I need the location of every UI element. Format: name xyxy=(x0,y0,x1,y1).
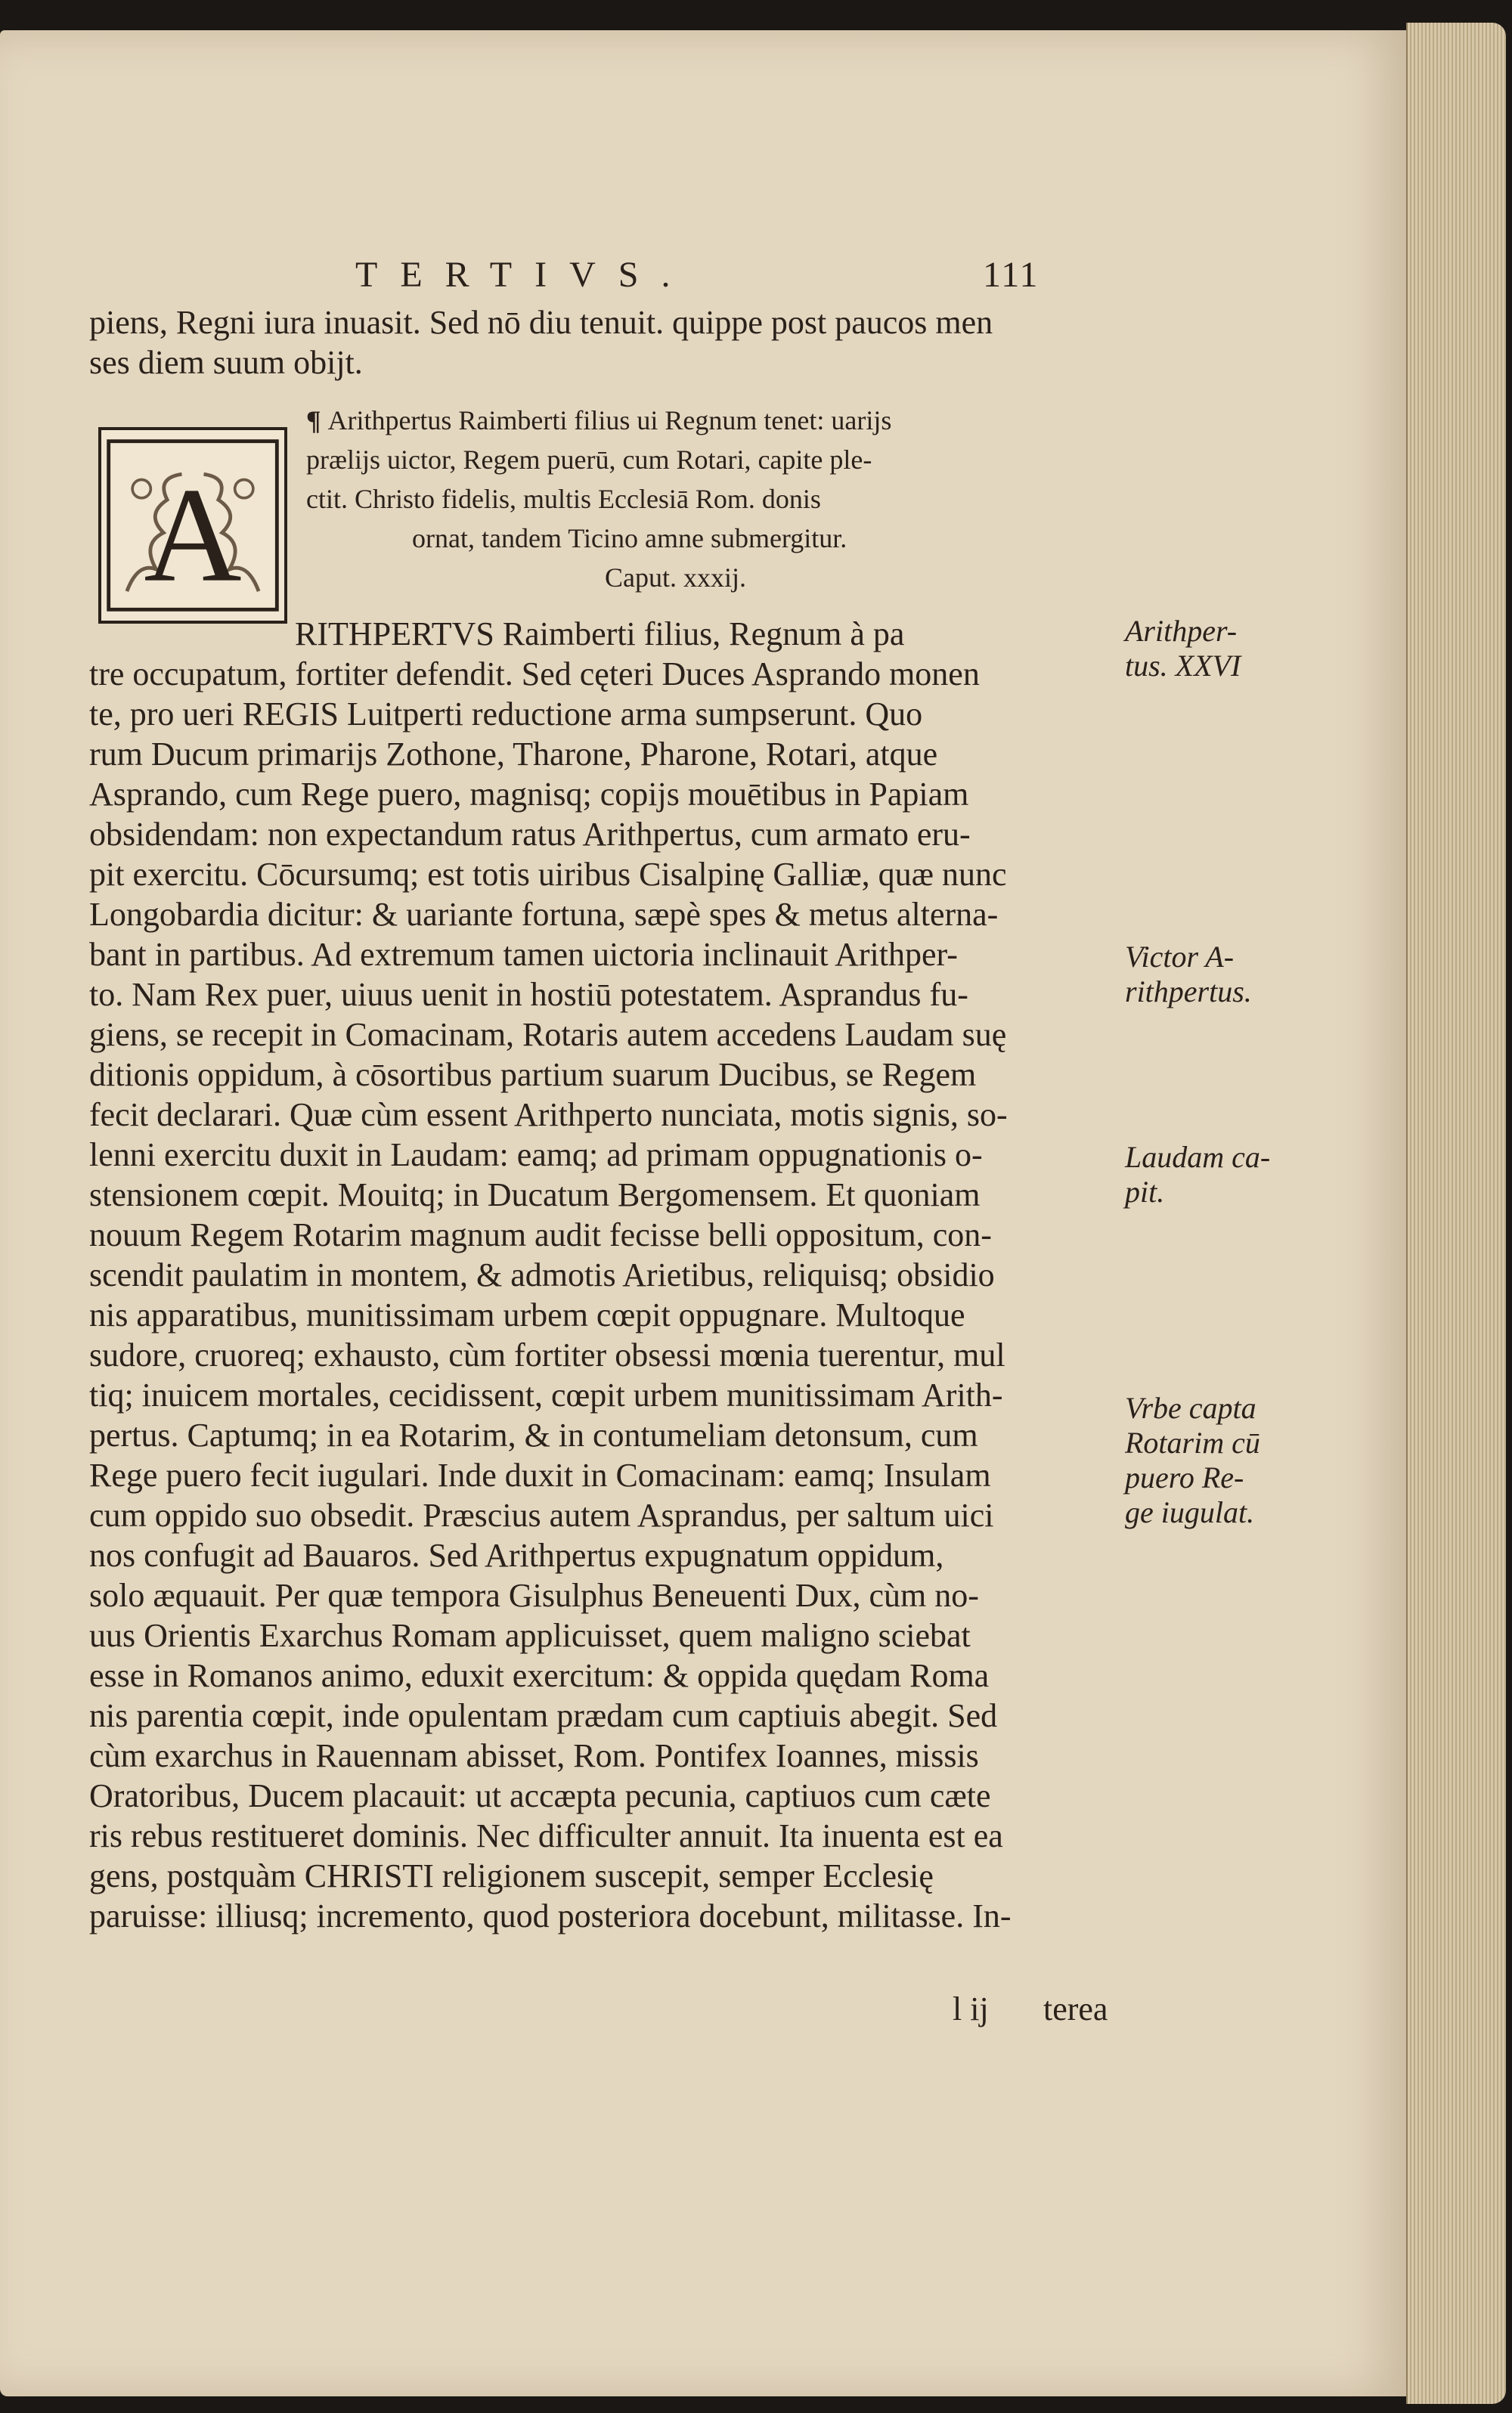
summary-line: ctit. Christo fidelis, multis Ecclesiā Rom. donis xyxy=(306,484,821,514)
chapter-summary xyxy=(306,401,1047,597)
text-line: RITHPERTVS Raimberti filius, Regnum à pa xyxy=(295,615,905,652)
main-text xyxy=(89,302,1132,383)
text-line: pit exercitu. Cōcursumq; est totis uiribus Cisalpinę Galliæ, quæ nunc xyxy=(89,856,1007,893)
marginal-note xyxy=(1125,940,1367,1009)
marginal-line: ge iugulat. xyxy=(1125,1495,1255,1529)
signature-mark: l ij xyxy=(953,1990,989,2027)
text-line: Asprando, cum Rege puero, magnisq; copijs mouētibus in Papiam xyxy=(89,776,969,813)
text-line: esse in Romanos animo, eduxit exercitum: & oppida quędam Roma xyxy=(89,1657,990,1694)
summary-line: prælijs uictor, Regem puerū, cum Rotari, capite ple- xyxy=(306,444,872,475)
text-line: solo æquauit. Per quæ tempora Gisulphus Beneuenti Dux, cùm no- xyxy=(89,1577,979,1614)
text-line: tre occupatum, fortiter defendit. Sed cęteri Duces Asprando monen xyxy=(89,655,980,692)
text-line: lenni exercitu duxit in Laudam: eamq; ad primam oppugnationis o- xyxy=(89,1136,983,1173)
text-line: nis apparatibus, munitissimam urbem cœpit oppugnare. Multoque xyxy=(89,1296,965,1334)
marginal-line: puero Re- xyxy=(1125,1460,1244,1495)
text-line: nis parentia cœpit, inde opulentam prædam cum captiuis abegit. Sed xyxy=(89,1697,998,1734)
marginal-line: tus. XXVI xyxy=(1125,649,1241,683)
marginal-line: Rotarim cū xyxy=(1125,1426,1260,1460)
chapter-number: Caput. xxxij. xyxy=(605,562,746,593)
pilcrow-icon: ¶ xyxy=(306,405,328,435)
text-line: cùm exarchus in Rauennam abisset, Rom. Pontifex Ioannes, missis xyxy=(89,1737,979,1774)
text-line: stensionem cœpit. Mouitq; in Ducatum Bergomensem. Et quoniam xyxy=(89,1176,981,1213)
text-line: cum oppido suo obsedit. Præscius autem Asprandus, per saltum uici xyxy=(89,1497,994,1534)
running-title: TERTIVS. xyxy=(355,255,693,295)
text-line: ses diem suum obijt. xyxy=(89,344,363,381)
text-line: gens, postquàm CHRISTI religionem suscepit, semper Ecclesię xyxy=(89,1857,934,1894)
running-header xyxy=(355,254,1111,299)
text-line: pertus. Captumq; in ea Rotarim, & in contumeliam detonsum, cum xyxy=(89,1417,978,1454)
text-line: uus Orientis Exarchus Romam applicuisset, quem maligno sciebat xyxy=(89,1617,971,1654)
text-line: ditionis oppidum, à cōsortibus partium suarum Ducibus, se Regem xyxy=(89,1056,977,1093)
text-line: Rege puero fecit iugulari. Inde duxit in Comacinam: eamq; Insulam xyxy=(89,1457,991,1494)
marginal-line: Laudam ca- xyxy=(1125,1140,1271,1174)
folio-number: 111 xyxy=(983,255,1040,295)
decorated-initial xyxy=(98,427,287,624)
text-line: sudore, cruoreq; exhausto, cùm fortiter obsessi mœnia tuerentur, mul xyxy=(89,1337,1005,1374)
chapter-text xyxy=(89,614,1132,1936)
text-line: tiq; inuicem mortales, cecidissent, cœpit urbem munitissimam Arith- xyxy=(89,1377,1003,1414)
text-line: scendit paulatim in montem, & admotis Arietibus, reliquisq; obsidio xyxy=(89,1256,995,1293)
text-line: to. Nam Rex puer, uiuus uenit in hostiū potestatem. Asprandus fu- xyxy=(89,976,968,1013)
summary-line: ¶ Arithpertus Raimberti filius ui Regnum tenet: uarijs xyxy=(306,405,892,435)
marginal-line: Arithper- xyxy=(1125,614,1238,648)
marginal-note xyxy=(1125,1140,1367,1210)
text-line: paruisse: illiusq; incremento, quod posteriora docebunt, militasse. In- xyxy=(89,1897,1012,1934)
text-line: giens, se recepit in Comacinam, Rotaris autem accedens Laudam suę xyxy=(89,1016,1007,1053)
marginal-line: pit. xyxy=(1125,1175,1165,1209)
marginal-line: Vrbe capta xyxy=(1125,1391,1256,1425)
page-edges xyxy=(1406,23,1506,2404)
text-line: obsidendam: non expectandum ratus Arithpertus, cum armato eru- xyxy=(89,816,971,853)
text-line: te, pro ueri REGIS Luitperti reductione arma sumpserunt. Quo xyxy=(89,695,923,733)
text-line: Oratoribus, Ducem placauit: ut accæpta pecunia, captiuos cum cæte xyxy=(89,1777,991,1814)
marginal-line: Victor A- xyxy=(1125,940,1235,974)
marginal-note xyxy=(1125,1391,1367,1530)
ornament-icon xyxy=(101,430,284,621)
svg-text:A: A xyxy=(144,459,242,610)
text-line: ris rebus restitueret dominis. Nec difficulter annuit. Ita inuenta est ea xyxy=(89,1817,1003,1854)
catchword: terea xyxy=(1043,1990,1108,2027)
summary-line: ornat, tandem Ticino amne submergitur. xyxy=(412,523,847,553)
text-line: piens, Regni iura inuasit. Sed nō diu tenuit. quippe post paucos men xyxy=(89,304,993,341)
text-line: nouum Regem Rotarim magnum audit fecisse belli oppositum, con- xyxy=(89,1216,992,1253)
marginal-note xyxy=(1125,614,1367,683)
text-line: fecit declarari. Quæ cùm essent Arithperto nunciata, motis signis, so- xyxy=(89,1096,1008,1133)
text-line: bant in partibus. Ad extremum tamen uictoria inclinauit Arithper- xyxy=(89,936,958,973)
text-line: nos confugit ad Bauaros. Sed Arithpertus expugnatum oppidum, xyxy=(89,1537,944,1574)
text-line: Longobardia dicitur: & uariante fortuna, sæpè spes & metus alterna- xyxy=(89,896,999,933)
text-line: rum Ducum primarijs Zothone, Tharone, Pharone, Rotari, atque xyxy=(89,736,938,773)
marginal-line: rithpertus. xyxy=(1125,974,1252,1008)
